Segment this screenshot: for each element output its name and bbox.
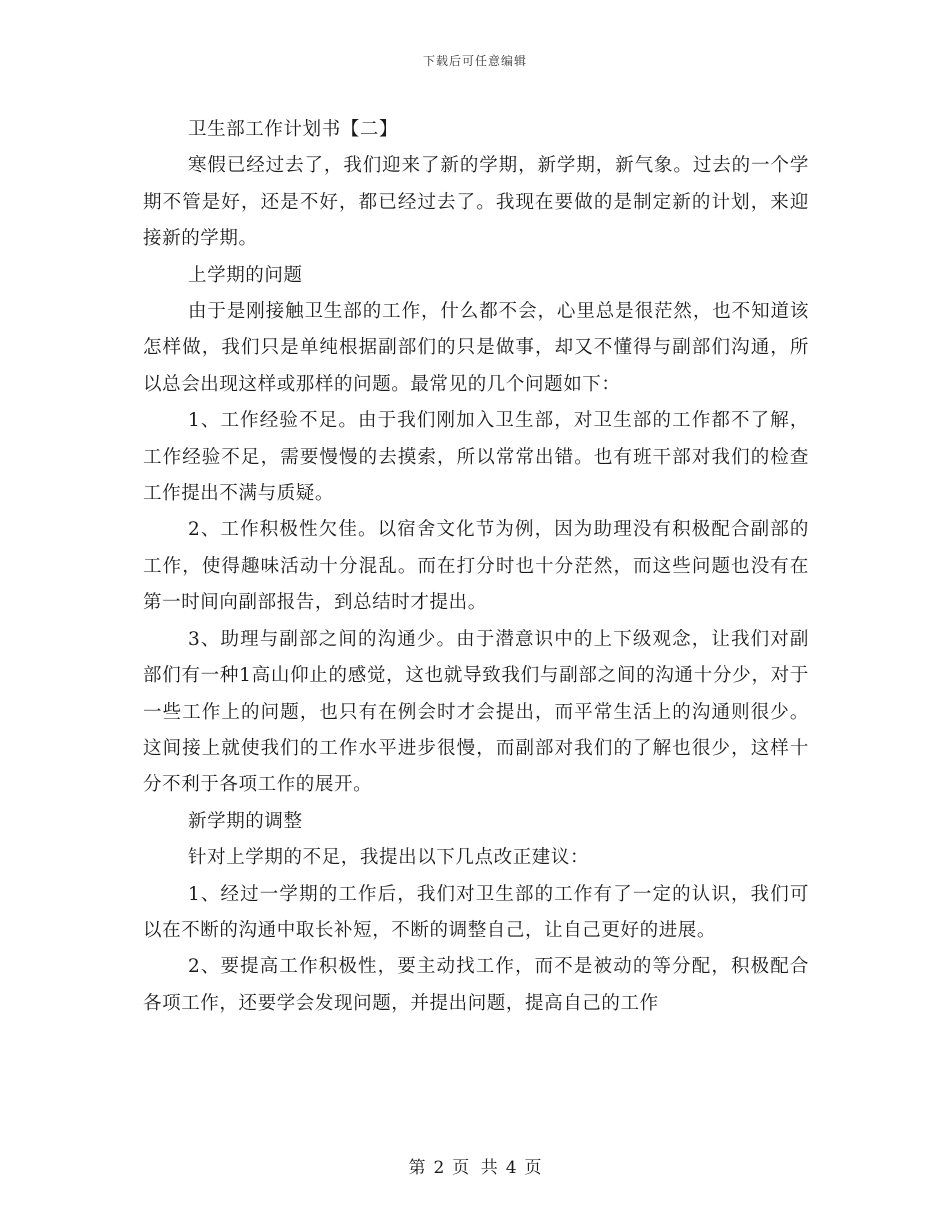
- paragraph-intro: 寒假已经过去了，我们迎来了新的学期，新学期，新气象。过去的一个学期不管是好，还是不好，都已经过去了。我现在要做的是制定新的计划，来迎接新的学期。: [143, 155, 809, 250]
- footer-suffix: 页: [524, 1158, 542, 1178]
- footer-page-number: 2: [433, 1158, 445, 1178]
- paragraph-problem-3: 3、助理与副部之间的沟通少。由于潜意识中的上下级观念，让我们对副部们有一种1高山仰止的感觉，这也就导致我们与副部之间的沟通十分少，对于一些工作上的问题，也只有在例会时才会提出，而平常生活上的沟通则很少。这间接上就使我们的工作水平进步很慢，而副部对我们的了解也很少，这样十分不利于各项工作的展开。: [143, 628, 809, 796]
- page-footer: [0, 1153, 950, 1178]
- footer-total-pages: 4: [505, 1158, 517, 1178]
- section-heading-adjustments: 新学期的调整: [188, 810, 303, 832]
- paragraph-problem-2: 2、工作积极性欠佳。以宿舍文化节为例，因为助理没有积极配合副部的工作，使得趣味活动十分混乱。而在打分时也十分茫然，而这些问题也没有在第一时间向副部报告，到总结时才提出。: [143, 519, 809, 614]
- document-body: [143, 112, 809, 1022]
- footer-prefix: 第: [408, 1158, 426, 1178]
- paragraph-adjustments-intro: 针对上学期的不足，我提出以下几点改正建议：: [188, 847, 590, 869]
- page-header: 下载后可任意编辑: [422, 54, 527, 68]
- footer-middle: 页 共: [452, 1158, 498, 1178]
- paragraph-problem-1: 1、工作经验不足。由于我们刚加入卫生部，对卫生部的工作都不了解，工作经验不足，需要慢慢的去摸索，所以常常出错。也有班干部对我们的检查工作提出不满与质疑。: [143, 410, 809, 505]
- paragraph-adjustment-2: 2、要提高工作积极性，要主动找工作，而不是被动的等分配，积极配合各项工作，还要学会发现问题，并提出问题，提高自己的工作: [143, 956, 809, 1014]
- paragraph-adjustment-1: 1、经过一学期的工作后，我们对卫生部的工作有了一定的认识，我们可以在不断的沟通中取长补短，不断的调整自己，让自己更好的进展。: [143, 883, 809, 941]
- document-title: 卫生部工作计划书【二】: [188, 119, 399, 140]
- section-heading-problems: 上学期的问题: [188, 264, 303, 286]
- paragraph-problems-intro: 由于是刚接触卫生部的工作，什么都不会，心里总是很茫然，也不知道该怎样做，我们只是单纯根据副部们的只是做事，却又不懂得与副部们沟通，所以总会出现这样或那样的问题。最常见的几个问题如下：: [143, 301, 809, 395]
